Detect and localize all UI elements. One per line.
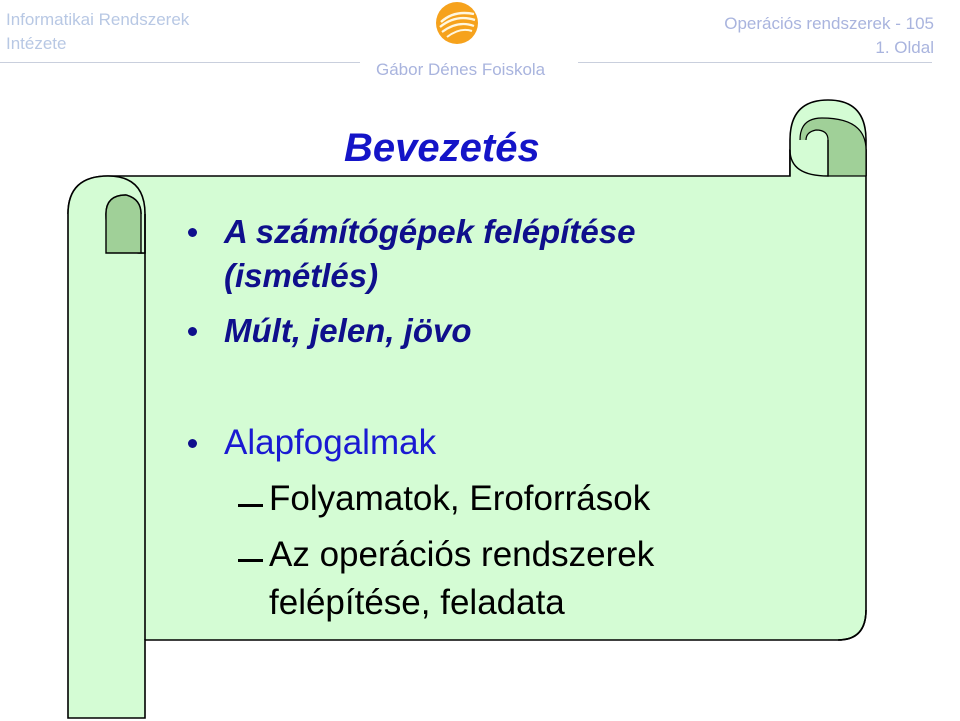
bullet-3: [188, 439, 197, 448]
page-number: 1. Oldal: [875, 38, 934, 57]
institute-name-line1: Informatikai Rendszerek: [6, 10, 190, 29]
course-title: Operációs rendszerek - 105: [724, 14, 934, 33]
sub-item-2-line1: Az operációs rendszerek: [269, 535, 655, 574]
bullet-1-line1: A számítógépek felépítése: [224, 213, 636, 250]
sub-item-1-dash: [238, 504, 263, 507]
bullet-1-line2: (ismétlés): [224, 257, 379, 294]
school-name: Gábor Dénes Foiskola: [376, 60, 546, 79]
bullet-2: [188, 327, 197, 336]
bullet-1: [188, 228, 197, 237]
bullet-2-line1: Múlt, jelen, jövo: [224, 312, 472, 349]
slide-title: Bevezetés: [344, 126, 540, 170]
bullet-3-line1: Alapfogalmak: [224, 423, 437, 462]
sub-item-1-line1: Folyamatok, Eroforrások: [269, 479, 651, 518]
sub-item-2-line2: felépítése, feladata: [269, 583, 565, 622]
institute-name-line2: Intézete: [6, 34, 67, 53]
sub-item-2-dash: [238, 559, 263, 562]
